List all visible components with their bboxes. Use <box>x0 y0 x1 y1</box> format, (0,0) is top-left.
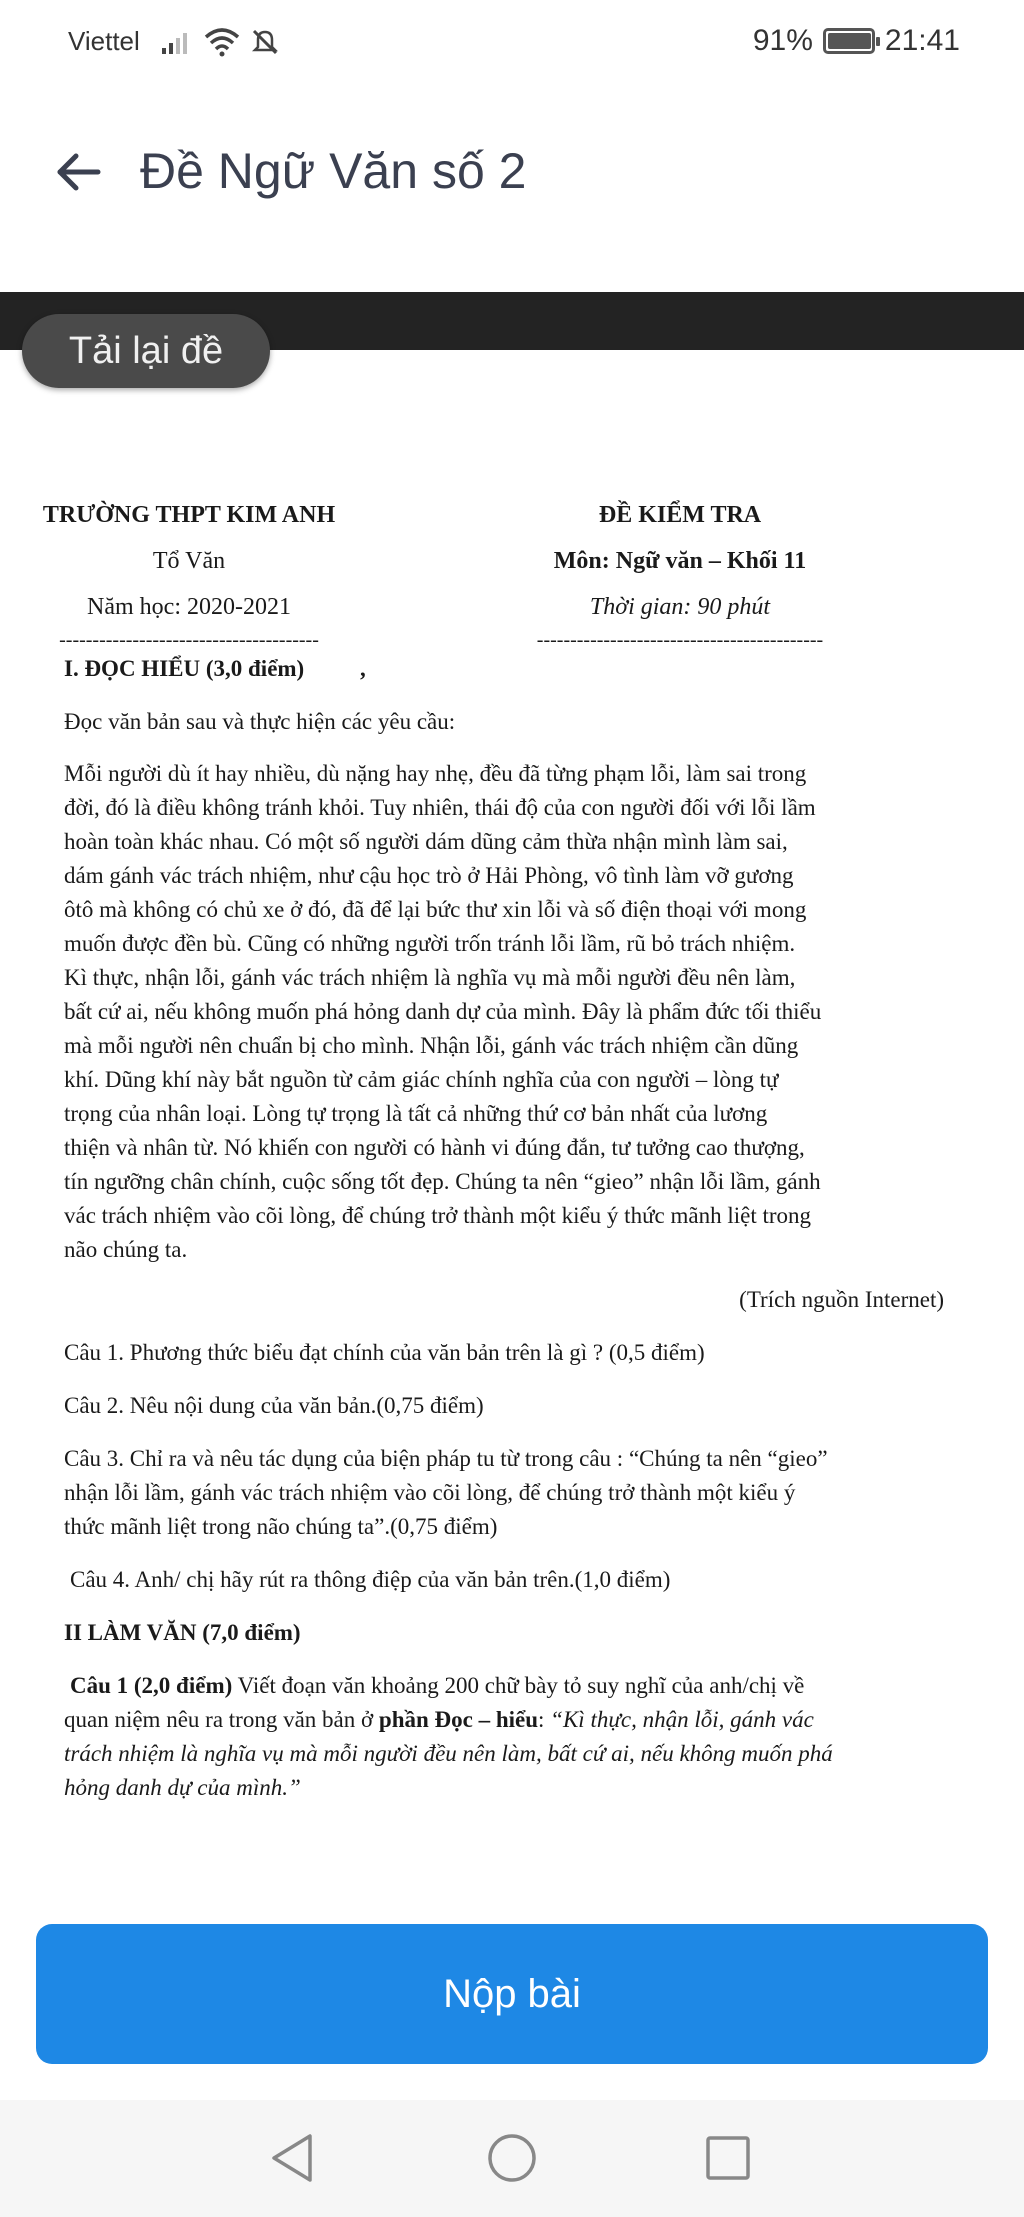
essay-line <box>64 1669 944 1703</box>
section1-mark: , <box>359 656 366 681</box>
nav-home-button[interactable] <box>482 2128 542 2188</box>
instruction: Đọc văn bản sau và thực hiện các yêu cầu: <box>64 709 456 734</box>
page-title: Đề Ngữ Văn số 2 <box>140 143 527 199</box>
passage-line: bất cứ ai, nếu không muốn phá hỏng danh dự của mình. Đây là phẩm đức tối thiểu <box>64 999 822 1024</box>
passage-line: Kì thực, nhận lỗi, gánh vác trách nhiệm là nghĩa vụ mà mỗi người đều nên làm, <box>64 965 796 990</box>
back-button[interactable] <box>48 142 108 202</box>
section1-title <box>64 652 944 686</box>
essay-label: Câu 1 (2,0 điểm) <box>70 1673 233 1698</box>
essay-quote: “Kì thực, nhận lỗi, gánh vác <box>550 1707 814 1732</box>
essay-text: Viết đoạn văn khoảng 200 chữ bày tỏ suy nghĩ của anh/chị về <box>232 1673 805 1698</box>
section1-title-text: I. ĐỌC HIỂU (3,0 điểm) <box>64 656 305 681</box>
section2-title: II LÀM VĂN (7,0 điểm) <box>64 1620 301 1645</box>
nav-recents-icon <box>703 2133 753 2183</box>
system-nav-bar <box>0 2100 1024 2217</box>
passage <box>64 757 944 1267</box>
essay-text: quan niệm nêu ra trong văn bản ở <box>64 1707 379 1732</box>
exam-title: ĐỀ KIỂM TRA <box>598 502 762 528</box>
divider-left: --------------------------------------- <box>59 630 319 650</box>
exam-document <box>0 480 1024 1800</box>
passage-line: tín ngưỡng chân chính, cuộc sống tốt đẹp. Chúng ta nên “gieo” nhận lỗi lầm, gánh <box>64 1169 821 1194</box>
school-year: Năm học: 2020-2021 <box>87 594 291 620</box>
reload-button[interactable]: Tải lại đề <box>22 314 270 388</box>
passage-line: muốn được đền bù. Cũng có những người trốn tránh lỗi lầm, rũ bỏ trách nhiệm. <box>64 931 796 956</box>
school-info <box>34 492 344 650</box>
passage-line: dám gánh vác trách nhiệm, như cậu học trò ở Hải Phòng, vô tình làm vỡ gương <box>64 863 794 888</box>
exam-duration: Thời gian: 90 phút <box>589 594 771 620</box>
nav-recents-button[interactable] <box>698 2128 758 2188</box>
clock: 21:41 <box>884 24 960 57</box>
status-right <box>753 24 960 58</box>
question-2: Câu 2. Nêu nội dung của văn bản.(0,75 điểm) <box>64 1393 484 1418</box>
essay-line <box>64 1703 944 1737</box>
back-arrow-icon <box>54 152 102 192</box>
question-1: Câu 1. Phương thức biểu đạt chính của văn bản trên là gì ? (0,5 điểm) <box>64 1340 705 1365</box>
nav-back-icon <box>268 2132 316 2184</box>
passage-line: não chúng ta. <box>64 1237 188 1262</box>
passage-line: mà mỗi người nên chuẩn bị cho mình. Nhận lỗi, gánh vác trách nhiệm cần dũng <box>64 1033 799 1058</box>
wifi-icon <box>204 27 240 57</box>
reading-section <box>64 652 944 1805</box>
mute-icon <box>250 27 280 57</box>
carrier-label: Viettel <box>68 26 140 56</box>
question-3-line: thức mãnh liệt trong não chúng ta”.(0,75 điểm) <box>64 1514 498 1539</box>
battery-icon <box>823 28 875 54</box>
question-4: Câu 4. Anh/ chị hãy rút ra thông điệp của văn bản trên.(1,0 điểm) <box>70 1567 671 1592</box>
essay-quote: hỏng danh dự của mình.” <box>64 1775 301 1800</box>
passage-source: (Trích nguồn Internet) <box>739 1287 944 1312</box>
submit-button[interactable]: Nộp bài <box>36 1924 988 2064</box>
essay-question <box>64 1669 944 1805</box>
nav-home-icon <box>485 2131 539 2185</box>
question-3 <box>64 1442 944 1544</box>
passage-line: vác trách nhiệm vào cõi lòng, để chúng trở thành một kiểu ý thức mãnh liệt trong <box>64 1203 812 1228</box>
battery-percent: 91% <box>752 24 813 57</box>
passage-line: đời, đó là điều không tránh khỏi. Tuy nhiên, thái độ của con người đối với lỗi lầm <box>64 795 816 820</box>
essay-quote: trách nhiệm là nghĩa vụ mà mỗi người đều nên làm, bất cứ ai, nếu không muốn phá <box>64 1741 833 1766</box>
school-name: TRƯỜNG THPT KIM ANH <box>42 502 336 528</box>
status-icons <box>160 24 280 60</box>
exam-subject: Môn: Ngữ văn – Khối 11 <box>553 548 807 574</box>
divider-right: ------------------------------------------- <box>536 630 824 650</box>
document-header <box>0 480 1024 660</box>
signal-icon <box>160 28 194 56</box>
passage-line: ôtô mà không có chủ xe ở đó, đã để lại bức thư xin lỗi và số điện thoại với mong <box>64 897 807 922</box>
question-3-line: Câu 3. Chỉ ra và nêu tác dụng của biện pháp tu từ trong câu : “Chúng ta nên “gieo” <box>64 1446 828 1471</box>
app-header <box>0 86 1024 292</box>
status-bar <box>0 0 1024 86</box>
essay-colon: : <box>538 1707 551 1732</box>
exam-info <box>530 492 830 650</box>
passage-line: thiện và nhân từ. Nó khiến con người có hành vi đúng đắn, tư tưởng cao thượng, <box>64 1135 805 1160</box>
essay-part-ref: phần Đọc – hiểu <box>378 1707 539 1732</box>
passage-line: khí. Dũng khí này bắt nguồn từ cảm giác chính nghĩa của con người – lòng tự <box>64 1067 779 1092</box>
department: Tổ Văn <box>152 548 226 574</box>
question-3-line: nhận lỗi lầm, gánh vác trách nhiệm vào cõi lòng, để chúng trở thành một kiểu ý <box>64 1480 796 1505</box>
passage-line: trọng của nhân loại. Lòng tự trọng là tất cả những thứ cơ bản nhất của lương <box>64 1101 768 1126</box>
passage-line: Mỗi người dù ít hay nhiều, dù nặng hay nhẹ, đều đã từng phạm lỗi, làm sai trong <box>64 761 807 786</box>
passage-line: hoàn toàn khác nhau. Có một số người dám dũng cảm thừa nhận mình làm sai, <box>64 829 788 854</box>
nav-back-button[interactable] <box>262 2128 322 2188</box>
